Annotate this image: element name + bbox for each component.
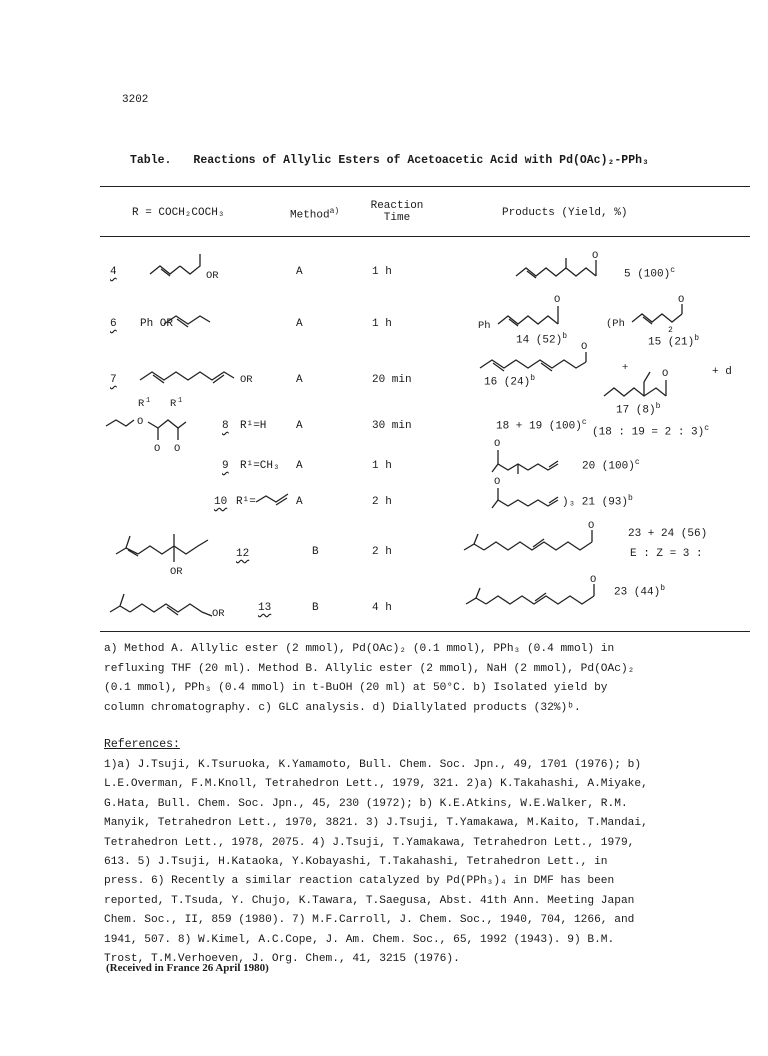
- references-list: [104, 756, 756, 969]
- footnote-line: refluxing THF (20 ml). Method B. Allylic ester (2 mmol), NaH (2 mmol), Pd(OAc)₂: [104, 662, 635, 675]
- svg-text:2: 2: [668, 326, 673, 335]
- substrate-label: OR: [170, 566, 183, 578]
- svg-text:O: O: [588, 520, 595, 532]
- method-cell: A: [296, 496, 303, 508]
- method-cell: A: [296, 420, 303, 432]
- svg-text:Ph: Ph: [478, 320, 491, 332]
- method-cell: A: [296, 374, 303, 386]
- received-date: (Received in France 26 April 1980): [106, 962, 269, 974]
- svg-text:1: 1: [146, 397, 151, 405]
- header-method: Method$^{a)}$: [290, 207, 340, 222]
- svg-text:O: O: [174, 443, 181, 455]
- table-footnotes: [104, 640, 754, 718]
- footnote-line: (0.1 mmol), PPh₃ (0.4 mmol) in t-BuOH (20 ml) at 50°C. b) Isolated yield by: [104, 682, 608, 694]
- svg-text:+: +: [622, 362, 629, 374]
- substrate-number: 12: [236, 548, 250, 560]
- time-cell: 20 min: [372, 374, 412, 386]
- reference-line: Manyik, Tetrahedron Lett., 1970, 3821. 3) J.Tsuji, T.Yamakawa, M.Kaito, T.Mandai,: [104, 817, 648, 830]
- time-cell: 1 h: [372, 318, 392, 330]
- product-yield-2: (18 : 19 = 2 : 3)$^c$: [592, 424, 710, 439]
- product-structure-21: [492, 474, 572, 512]
- svg-text:O: O: [678, 294, 685, 306]
- substrate-label: R¹=: [236, 496, 256, 508]
- product-yield-2: 15 $(21)^b$: [648, 334, 700, 349]
- table-caption: [130, 154, 649, 167]
- svg-text:R: R: [138, 398, 145, 410]
- svg-text:O: O: [494, 438, 501, 450]
- table-bottom-rule: [100, 631, 750, 632]
- caption-label: Table.: [130, 154, 172, 167]
- svg-text:R: R: [170, 398, 177, 410]
- svg-text:O: O: [590, 574, 597, 586]
- table-header-rule: [100, 236, 750, 237]
- substrate-label: OR: [206, 270, 219, 282]
- svg-text:O: O: [662, 368, 669, 380]
- reference-line: L.E.Overman, F.M.Knoll, Tetrahedron Lett., 1979, 321. 2)a) K.Takahashi, A.Miyake,: [104, 778, 648, 791]
- substrate-structure-13: [110, 590, 240, 620]
- reference-line: Chem. Soc., II, 859 (1980). 7) M.F.Carroll, J. Chem. Soc., 1940, 704, 1266, and: [104, 914, 635, 927]
- time-cell: 30 min: [372, 420, 412, 432]
- svg-text:O: O: [137, 416, 144, 428]
- substrate-structure-12: [116, 526, 226, 582]
- product-structure-23: [464, 522, 614, 556]
- product-yield: 23 + 24 (56): [628, 528, 708, 540]
- method-cell: B: [312, 546, 319, 558]
- substrate-structure-6: [164, 306, 214, 330]
- substrate-label: R¹=H: [240, 420, 267, 432]
- svg-text:O: O: [554, 294, 561, 306]
- method-cell: B: [312, 602, 319, 614]
- footnote-line: column chromatography. c) GLC analysis. d) Diallylated products (32%)ᵇ.: [104, 701, 581, 714]
- substrate-label: OR: [212, 608, 225, 620]
- substrate-number: 6: [110, 318, 117, 330]
- substrate-number: 7: [110, 374, 117, 386]
- product-structure-23b: [466, 576, 616, 610]
- substrate-allyl-structure: [256, 488, 296, 508]
- time-cell: 4 h: [372, 602, 392, 614]
- product-yield: 16 $(24)^b$: [484, 374, 536, 389]
- reference-line: 613. 5) J.Tsuji, H.Kataoka, Y.Kobayashi, T.Takahashi, Tetrahedron Lett., in: [104, 856, 608, 869]
- product-yield: 23 $(44)^b$: [614, 584, 666, 599]
- substrate-number: 4: [110, 266, 117, 278]
- product-yield-2: 17 $(8)^b$: [616, 402, 661, 417]
- substrate-structure-4: [150, 254, 230, 284]
- reference-line: G.Hata, Bull. Chem. Soc. Jpn., 45, 230 (1972); b) K.E.Atkins, W.E.Walker, R.M.: [104, 797, 628, 810]
- substrate-number: 8: [222, 420, 229, 432]
- svg-text:O: O: [154, 443, 161, 455]
- method-cell: A: [296, 460, 303, 472]
- product-structure-5: [516, 248, 616, 284]
- product-yield: 14 $(52)^b$: [516, 332, 568, 347]
- svg-text:O: O: [592, 250, 599, 262]
- svg-text:(Ph: (Ph: [606, 318, 625, 330]
- product-structure-14: [478, 292, 588, 332]
- reference-line: reported, T.Tsuda, Y. Chujo, K.Tawara, T.Saegusa, Abst. 41th Ann. Meeting Japan: [104, 894, 635, 907]
- product-structure-20: [492, 436, 582, 476]
- substrate-label: OR: [240, 374, 253, 386]
- product-yield: 20 $(100)^c$: [582, 458, 640, 473]
- svg-text:1: 1: [178, 397, 183, 405]
- svg-text:O: O: [581, 341, 588, 353]
- header-reaction-time: Reaction Time: [370, 200, 424, 224]
- reference-line: Trost, T.M.Verhoeven, J. Org. Chem., 41, 3215 (1976).: [104, 953, 460, 966]
- header-products: Products (Yield, %): [502, 207, 628, 219]
- time-cell: 2 h: [372, 496, 392, 508]
- time-cell: 1 h: [372, 266, 392, 278]
- substrate-structure-8: [104, 396, 204, 455]
- reference-line: 1941, 507. 8) W.Kimel, A.C.Cope, J. Am. Chem. Soc., 65, 1992 (1943). 9) B.M.: [104, 933, 615, 946]
- substrate-structure-7: [140, 360, 260, 386]
- substrate-number: 13: [258, 602, 272, 614]
- product-structure-16: [480, 340, 610, 374]
- time-cell: 2 h: [372, 546, 392, 558]
- product-extra: + d: [712, 366, 732, 378]
- references-heading: References:: [104, 738, 180, 751]
- substrate-number: 9: [222, 460, 229, 472]
- product-structure-17: [600, 356, 690, 402]
- substrate-label: R¹=CH₃: [240, 460, 280, 472]
- substrate-number: 10: [214, 496, 228, 508]
- product-yield-2: E : Z = 3 :: [630, 548, 703, 560]
- header-r-group: R = COCH₂COCH₃: [132, 207, 225, 219]
- caption-title: Reactions of Allylic Esters of Acetoacetic Acid with Pd(OAc)₂-PPh₃: [193, 154, 649, 167]
- footnote-line: a) Method A. Allylic ester (2 mmol), Pd(OAc)₂ (0.1 mmol), PPh₃ (0.4 mmol) in: [104, 643, 615, 655]
- product-yield: )₃ 21 $(93)^b$: [562, 494, 633, 509]
- method-cell: A: [296, 318, 303, 330]
- table-top-rule: [100, 186, 750, 187]
- product-yield: 18 + 19 $(100)^c$: [496, 418, 587, 433]
- method-cell: A: [296, 266, 303, 278]
- page-number: 3202: [122, 94, 149, 106]
- reference-line: Tetrahedron Lett., 1978, 2075. 4) J.Tsuji, T.Yamakawa, Tetrahedron Lett., 1979,: [104, 836, 635, 849]
- substrate-label: Ph OR: [140, 318, 174, 330]
- time-cell: 1 h: [372, 460, 392, 472]
- product-yield: 5 $(100)^c$: [624, 266, 676, 281]
- product-structure-15: [606, 292, 696, 335]
- reference-line: 1)a) J.Tsuji, K.Tsuruoka, K.Yamamoto, Bull. Chem. Soc. Jpn., 49, 1701 (1976); b): [104, 759, 642, 771]
- svg-text:O: O: [494, 476, 501, 488]
- reference-line: press. 6) Recently a similar reaction catalyzed by Pd(PPh₃)₄ in DMF has been: [104, 875, 615, 888]
